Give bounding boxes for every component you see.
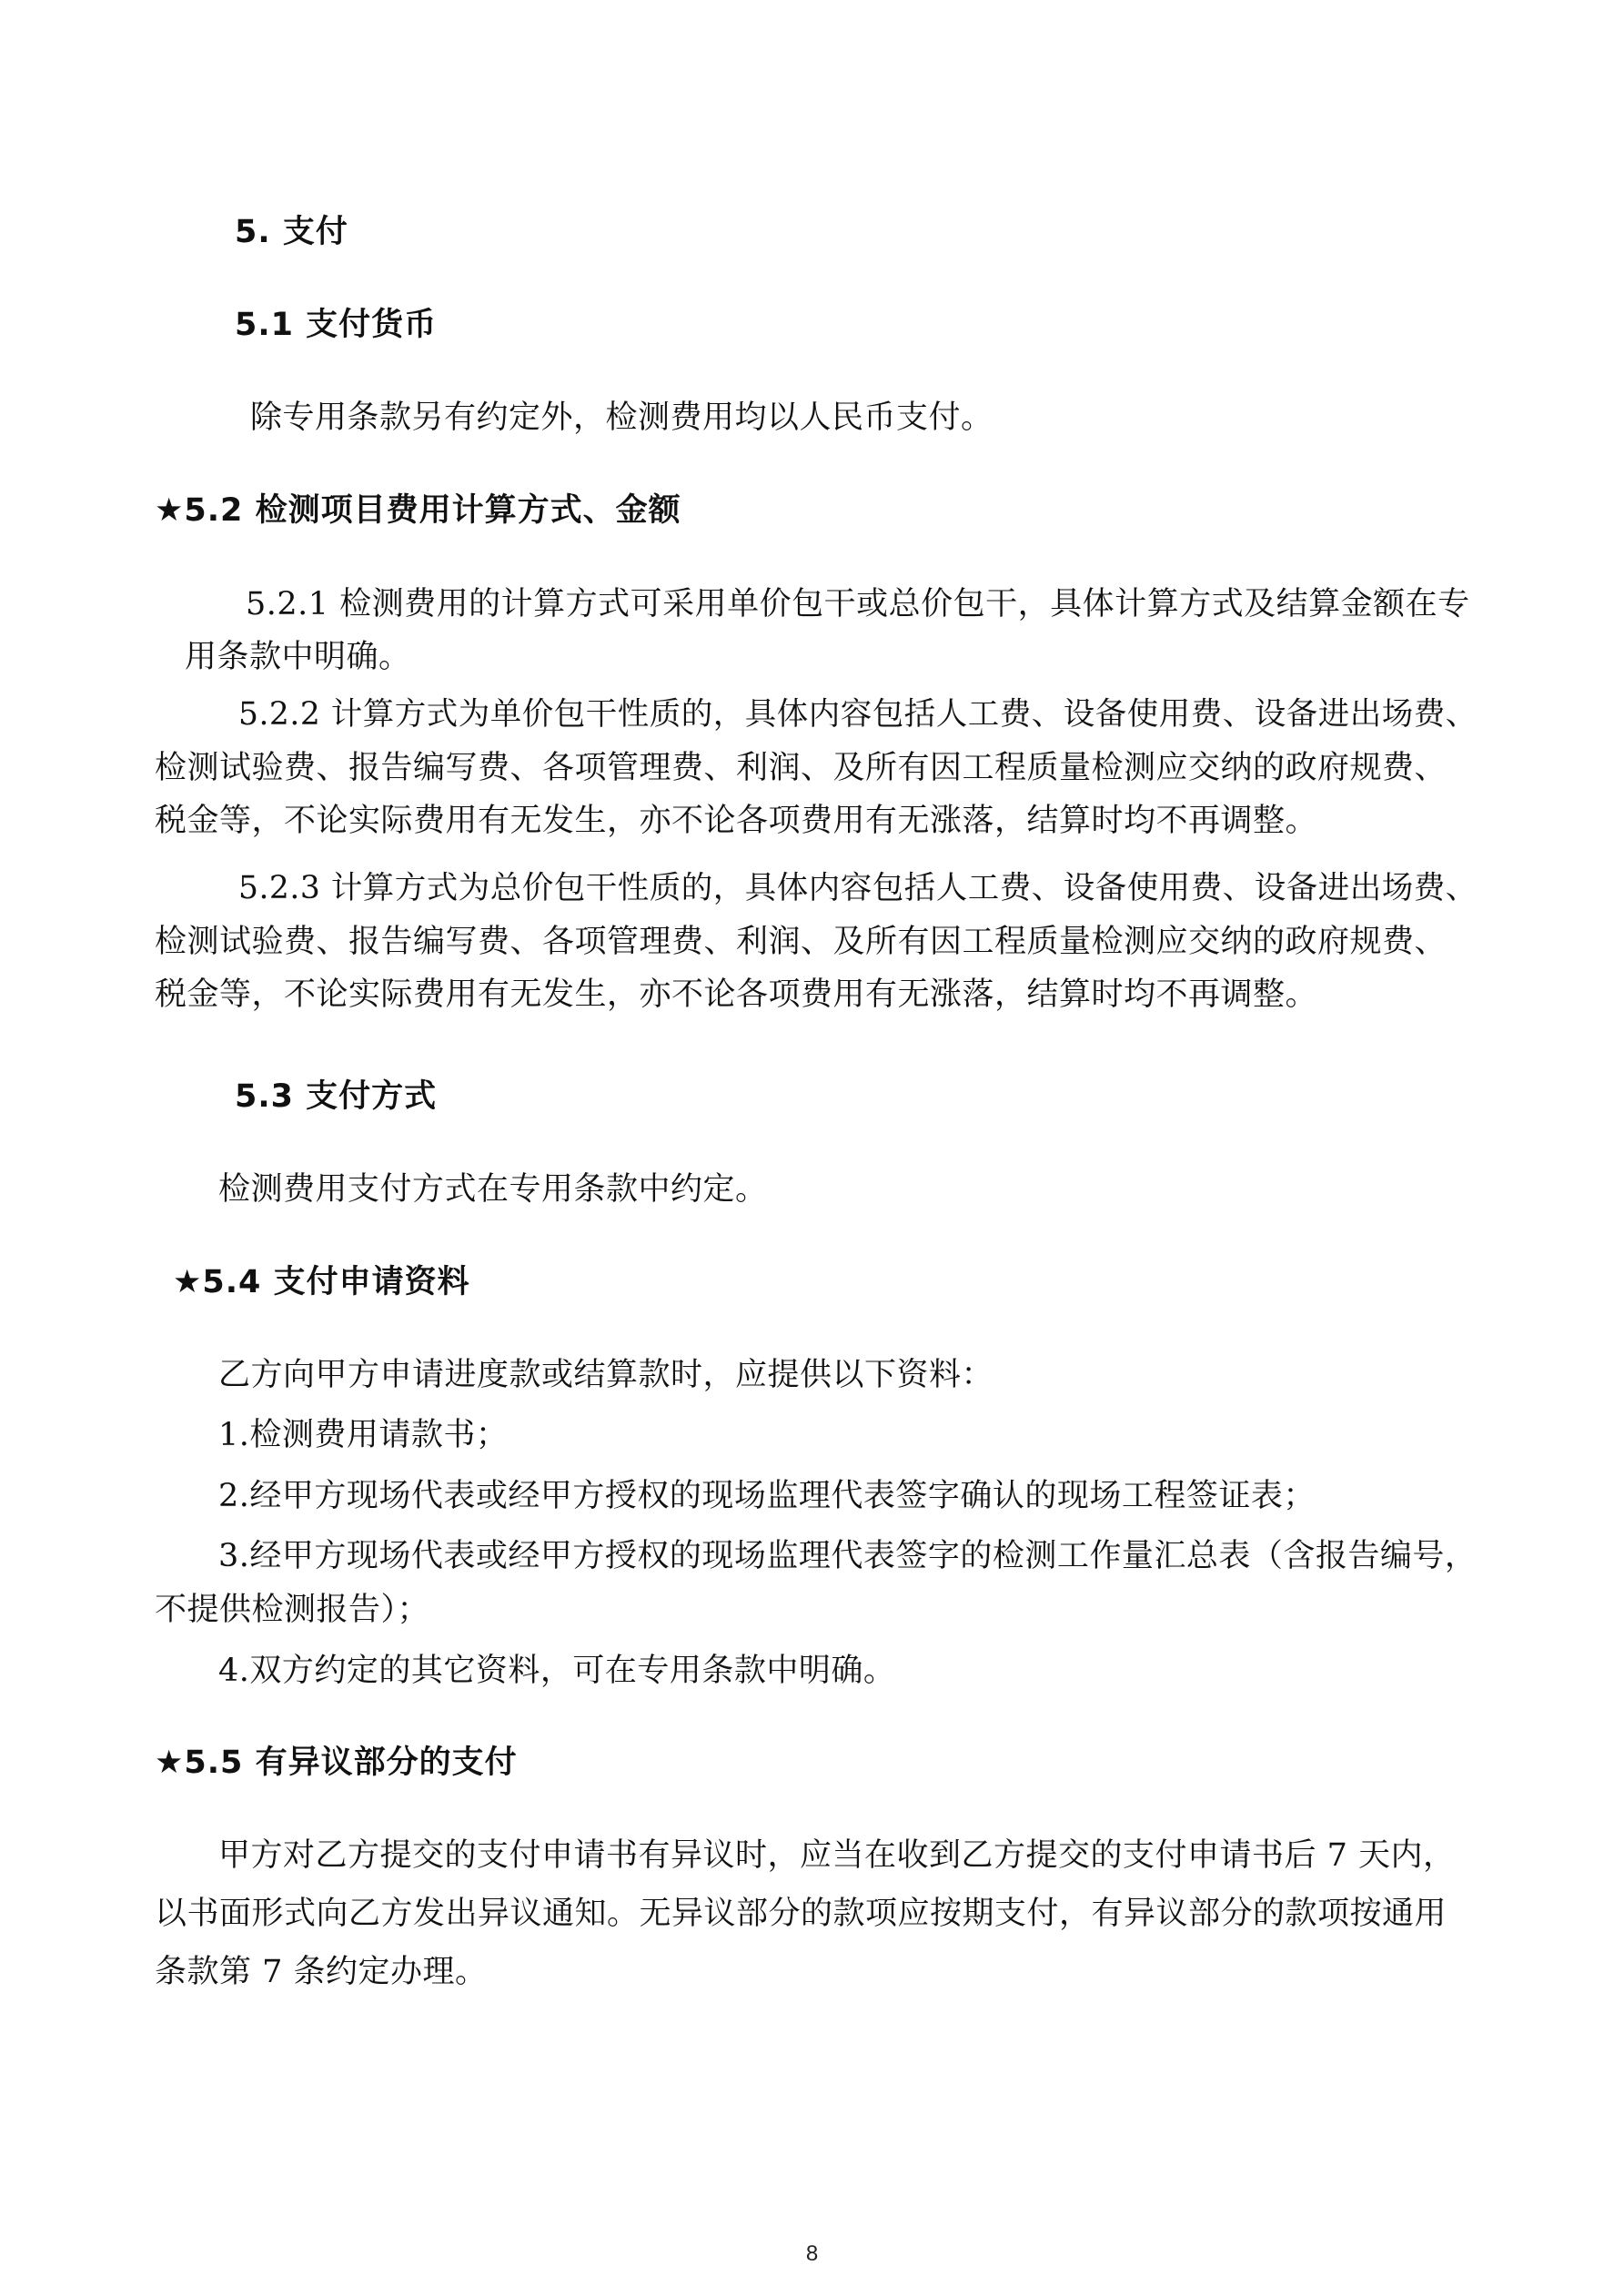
list-item-3-line-1: 3.经甲方现场代表或经甲方授权的现场监理代表签字的检测工作量汇总表（含报告编号， [218, 1538, 1478, 1574]
section-5-2-heading: ★5.2 检测项目费用计算方式、金额 [155, 492, 681, 529]
section-5-heading: 5. 支付 [235, 214, 348, 250]
clause-5-2-1-line-1: 5.2.1 检测费用的计算方式可采用单价包干或总价包干，具体计算方式及结算金额在专 [246, 586, 1470, 622]
section-5-5-line-1: 甲方对乙方提交的支付申请书有异议时，应当在收到乙方提交的支付申请书后 7 天内， [218, 1837, 1456, 1874]
list-item-4: 4.双方约定的其它资料，可在专用条款中明确。 [218, 1653, 896, 1689]
section-5-4-heading: ★5.4 支付申请资料 [173, 1264, 470, 1300]
clause-5-2-3-line-3: 税金等，不论实际费用有无发生，亦不论各项费用有无涨落，结算时均不再调整。 [155, 976, 1318, 1013]
clause-5-2-3-line-2: 检测试验费、报告编写费、各项管理费、利润、及所有因工程质量检测应交纳的政府规费、 [155, 924, 1447, 960]
clause-5-2-3-line-1: 5.2.3 计算方式为总价包干性质的，具体内容包括人工费、设备使用费、设备进出场费、 [238, 870, 1478, 906]
section-5-4-intro: 乙方向甲方申请进度款或结算款时，应提供以下资料： [218, 1357, 994, 1393]
page-number: 8 [805, 2241, 819, 2266]
clause-5-2-2-line-3: 税金等，不论实际费用有无发生，亦不论各项费用有无涨落，结算时均不再调整。 [155, 803, 1318, 839]
section-5-1-body: 除专用条款另有约定外，检测费用均以人民币支付。 [250, 400, 994, 436]
clause-5-2-2-line-2: 检测试验费、报告编写费、各项管理费、利润、及所有因工程质量检测应交纳的政府规费、 [155, 750, 1447, 786]
list-item-2: 2.经甲方现场代表或经甲方授权的现场监理代表签字确认的现场工程签证表； [218, 1478, 1316, 1514]
section-5-5-line-3: 条款第 7 条约定办理。 [155, 1954, 488, 1990]
section-5-1-heading: 5.1 支付货币 [235, 307, 438, 343]
list-item-1: 1.检测费用请款书； [218, 1417, 509, 1453]
clause-5-2-1-line-2: 用条款中明确。 [185, 639, 411, 675]
section-5-5-heading: ★5.5 有异议部分的支付 [155, 1745, 518, 1781]
list-item-3-line-2: 不提供检测报告）； [155, 1592, 430, 1628]
section-5-3-heading: 5.3 支付方式 [235, 1078, 438, 1115]
clause-5-2-2-line-1: 5.2.2 计算方式为单价包干性质的，具体内容包括人工费、设备使用费、设备进出场费、 [238, 696, 1478, 733]
section-5-3-body: 检测费用支付方式在专用条款中约定。 [218, 1171, 768, 1208]
section-5-5-line-2: 以书面形式向乙方发出异议通知。无异议部分的款项应按期支付，有异议部分的款项按通用 [155, 1896, 1447, 1932]
